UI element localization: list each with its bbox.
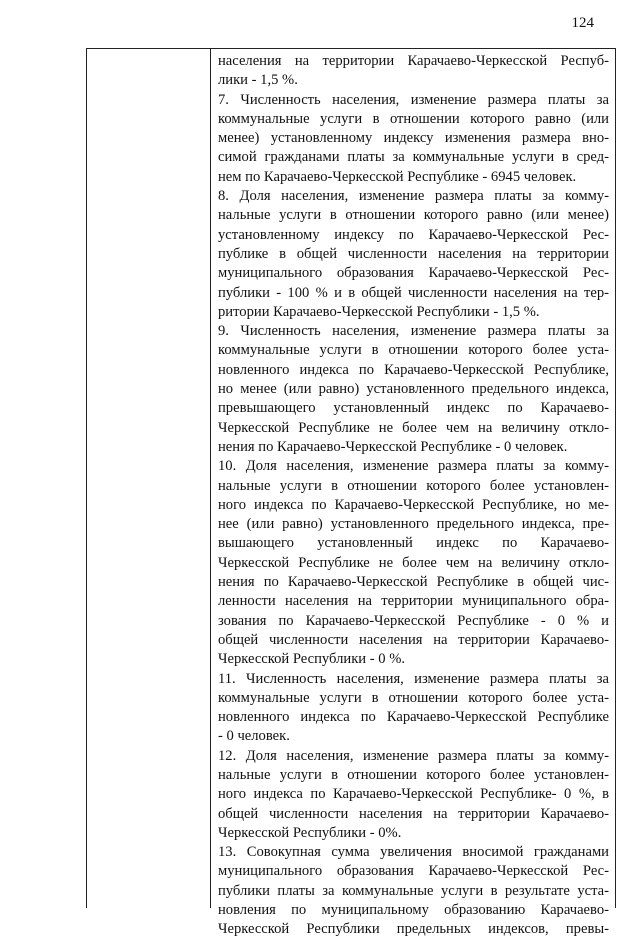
text-line: Черкесской Республики - 0 %. xyxy=(218,651,406,668)
text-line: нее (или равно) установленного предельного индекса, пре- xyxy=(218,516,609,533)
text-line: нения по Карачаево-Черкесской Республике в общей чис- xyxy=(218,574,609,591)
text-line: нальные услуги в отношении которого более установлен- xyxy=(218,477,609,494)
text-line: - 0 человек. xyxy=(218,728,290,745)
text-line: новленного индекса по Карачаево-Черкесской Республике, xyxy=(218,361,609,378)
text-line: публики платы за коммунальные услуги в результате уста- xyxy=(218,882,609,899)
document-table xyxy=(86,48,616,938)
text-line: Черкесской Республики предельных индексов, превы- xyxy=(218,921,609,938)
text-line: коммунальные услуги в отношении которого более уста- xyxy=(218,689,609,706)
text-line: нальные услуги в отношении которого равно (или менее) xyxy=(218,207,609,224)
text-line: новления по муниципальному образованию Карачаево- xyxy=(218,902,609,919)
text-line: менее) установленному индексу изменения размера вно- xyxy=(218,130,609,147)
text-line: общей численности населения на территории Карачаево- xyxy=(218,805,609,822)
text-line: коммунальные услуги в отношении которого более уста- xyxy=(218,342,609,359)
text-line: публики - 100 % и в общей численности населения на тер- xyxy=(218,284,609,301)
text-line: новленного индекса по Карачаево-Черкесской Республике xyxy=(218,709,609,726)
text-line: лики - 1,5 %. xyxy=(218,72,298,89)
text-line: муниципального образования Карачаево-Черкесской Рес- xyxy=(218,265,609,282)
text-line: 12. Доля населения, изменение размера платы за комму- xyxy=(218,747,609,764)
text-line: 11. Численность населения, изменение размера платы за xyxy=(218,670,609,687)
text-line: общей численности населения на территории Карачаево- xyxy=(218,631,609,648)
text-line: нальные услуги в отношении которого более установлен- xyxy=(218,766,609,783)
text-line: 10. Доля населения, изменение размера платы за комму- xyxy=(218,458,609,475)
text-line: муниципального образования Карачаево-Черкесской Рес- xyxy=(218,863,609,880)
text-line: установленному индексу по Карачаево-Черкесской Рес- xyxy=(218,226,609,243)
text-line: вышающего установленный индекс по Карачаево- xyxy=(218,535,609,552)
text-line: Черкесской Республике не более чем на величину откло- xyxy=(218,419,609,436)
text-line: 9. Численность населения, изменение размера платы за xyxy=(218,323,609,340)
text-line: симой гражданами платы за коммунальные услуги в сред- xyxy=(218,149,609,166)
text-line: 13. Совокупная сумма увеличения вносимой гражданами xyxy=(218,844,609,861)
text-line: ного индекса по Карачаево-Черкесской Республике- 0 %, в xyxy=(218,786,609,803)
text-line: зования по Карачаево-Черкесской Республике - 0 % и xyxy=(218,612,609,629)
text-line: публике в общей численности населения на территории xyxy=(218,245,609,262)
text-line: нения по Карачаево-Черкесской Республике - 0 человек. xyxy=(218,438,568,455)
table-left-cell xyxy=(87,49,211,908)
text-line: нем по Карачаево-Черкесской Республике - 6945 человек. xyxy=(218,168,577,185)
page-number: 124 xyxy=(571,15,594,31)
text-line: Черкесской Республики - 0%. xyxy=(218,824,402,841)
table-text-cell xyxy=(218,52,609,940)
text-line: Черкесской Республике не более чем на величину откло- xyxy=(218,554,609,571)
text-line: но менее (или равно) установленного предельного индекса, xyxy=(218,381,609,398)
text-line: 8. Доля населения, изменение размера платы за комму- xyxy=(218,188,609,205)
text-line: ленности населения на территории муниципального обра- xyxy=(218,593,609,610)
text-line: коммунальные услуги в отношении которого равно (или xyxy=(218,110,609,127)
text-line: ного индекса по Карачаево-Черкесской Республике, но ме- xyxy=(218,496,609,513)
text-line: ритории Карачаево-Черкесской Республики - 1,5 %. xyxy=(218,303,540,320)
text-line: 7. Численность населения, изменение размера платы за xyxy=(218,91,609,108)
text-line: населения на территории Карачаево-Черкесской Респуб- xyxy=(218,53,609,69)
text-line: превышающего установленный индекс по Карачаево- xyxy=(218,400,609,417)
